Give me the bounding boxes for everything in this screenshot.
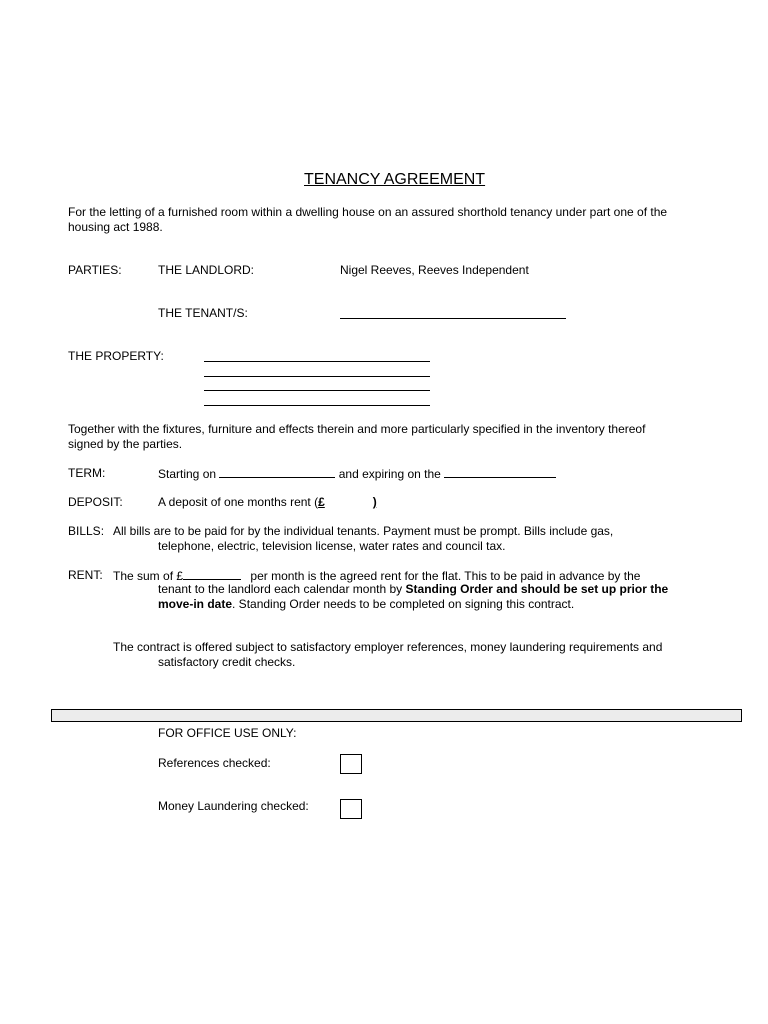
money-laundering-label: Money Laundering checked: — [158, 799, 309, 813]
deposit-line — [158, 495, 377, 509]
bills-line-2: telephone, electric, television license, water rates and council tax. — [158, 539, 506, 553]
rent-label: RENT: — [68, 568, 103, 582]
fixtures-line-1: Together with the fixtures, furniture and effects therein and more particularly specified in the inventory thereof — [68, 422, 646, 436]
property-address-line-2[interactable] — [204, 376, 430, 377]
rent-line-3-bold: move-in date — [158, 597, 233, 611]
rent-line-2-plain: tenant to the landlord each calendar month by — [158, 582, 403, 596]
parties-label: PARTIES: — [68, 263, 122, 277]
term-expiring-text: and expiring on the — [338, 467, 441, 481]
bills-line-1: All bills are to be paid for by the individual tenants. Payment must be prompt. Bills include gas, — [113, 524, 614, 538]
term-end-date-field[interactable] — [444, 466, 556, 478]
bills-label: BILLS: — [68, 524, 105, 538]
deposit-label: DEPOSIT: — [68, 495, 123, 509]
money-laundering-checkbox[interactable] — [340, 799, 362, 819]
document-title: TENANCY AGREEMENT — [304, 171, 486, 188]
rent-line-2 — [158, 582, 668, 596]
term-start-date-field[interactable] — [219, 466, 335, 478]
rent-line-1-rest: per month is the agreed rent for the flat. This to be paid in advance by the — [250, 569, 641, 583]
references-label: References checked: — [158, 756, 271, 770]
rent-line-3-plain: . Standing Order needs to be completed on signing this contract. — [232, 597, 575, 611]
rent-currency: £ — [176, 569, 184, 583]
rent-amount-field[interactable] — [183, 568, 241, 580]
rent-line-2-bold: Standing Order and should be set up prior the — [405, 582, 669, 596]
intro-line-1: For the letting of a furnished room within a dwelling house on an assured shorthold tenancy under part one of the — [68, 205, 668, 219]
deposit-amount-field[interactable]: £ ) — [318, 495, 377, 509]
term-label: TERM: — [68, 466, 106, 480]
office-section-divider — [51, 709, 742, 722]
landlord-label: THE LANDLORD: — [158, 263, 255, 277]
contract-line-2: satisfactory credit checks. — [158, 655, 296, 669]
property-address-line-3[interactable] — [204, 390, 430, 391]
property-address-line-4[interactable] — [204, 405, 430, 406]
landlord-value: Nigel Reeves, Reeves Independent — [340, 263, 529, 277]
fixtures-line-2: signed by the parties. — [68, 437, 183, 451]
references-checkbox[interactable] — [340, 754, 362, 774]
contract-line-1: The contract is offered subject to satisfactory employer references, money laundering requirements and — [113, 640, 663, 654]
rent-line-3 — [158, 597, 574, 611]
deposit-text: A deposit of one months rent ( — [158, 495, 319, 509]
intro-line-2: housing act 1988. — [68, 220, 163, 234]
rent-line-1 — [113, 568, 640, 583]
office-heading: FOR OFFICE USE ONLY: — [158, 726, 297, 740]
property-address-line-1[interactable] — [204, 361, 430, 362]
tenant-name-field[interactable] — [340, 318, 566, 319]
rent-sum-prefix: The sum of — [113, 569, 174, 583]
property-label: THE PROPERTY: — [68, 349, 164, 363]
tenant-label: THE TENANT/S: — [158, 306, 248, 320]
term-line — [158, 466, 556, 481]
term-starting-text: Starting on — [158, 467, 217, 481]
